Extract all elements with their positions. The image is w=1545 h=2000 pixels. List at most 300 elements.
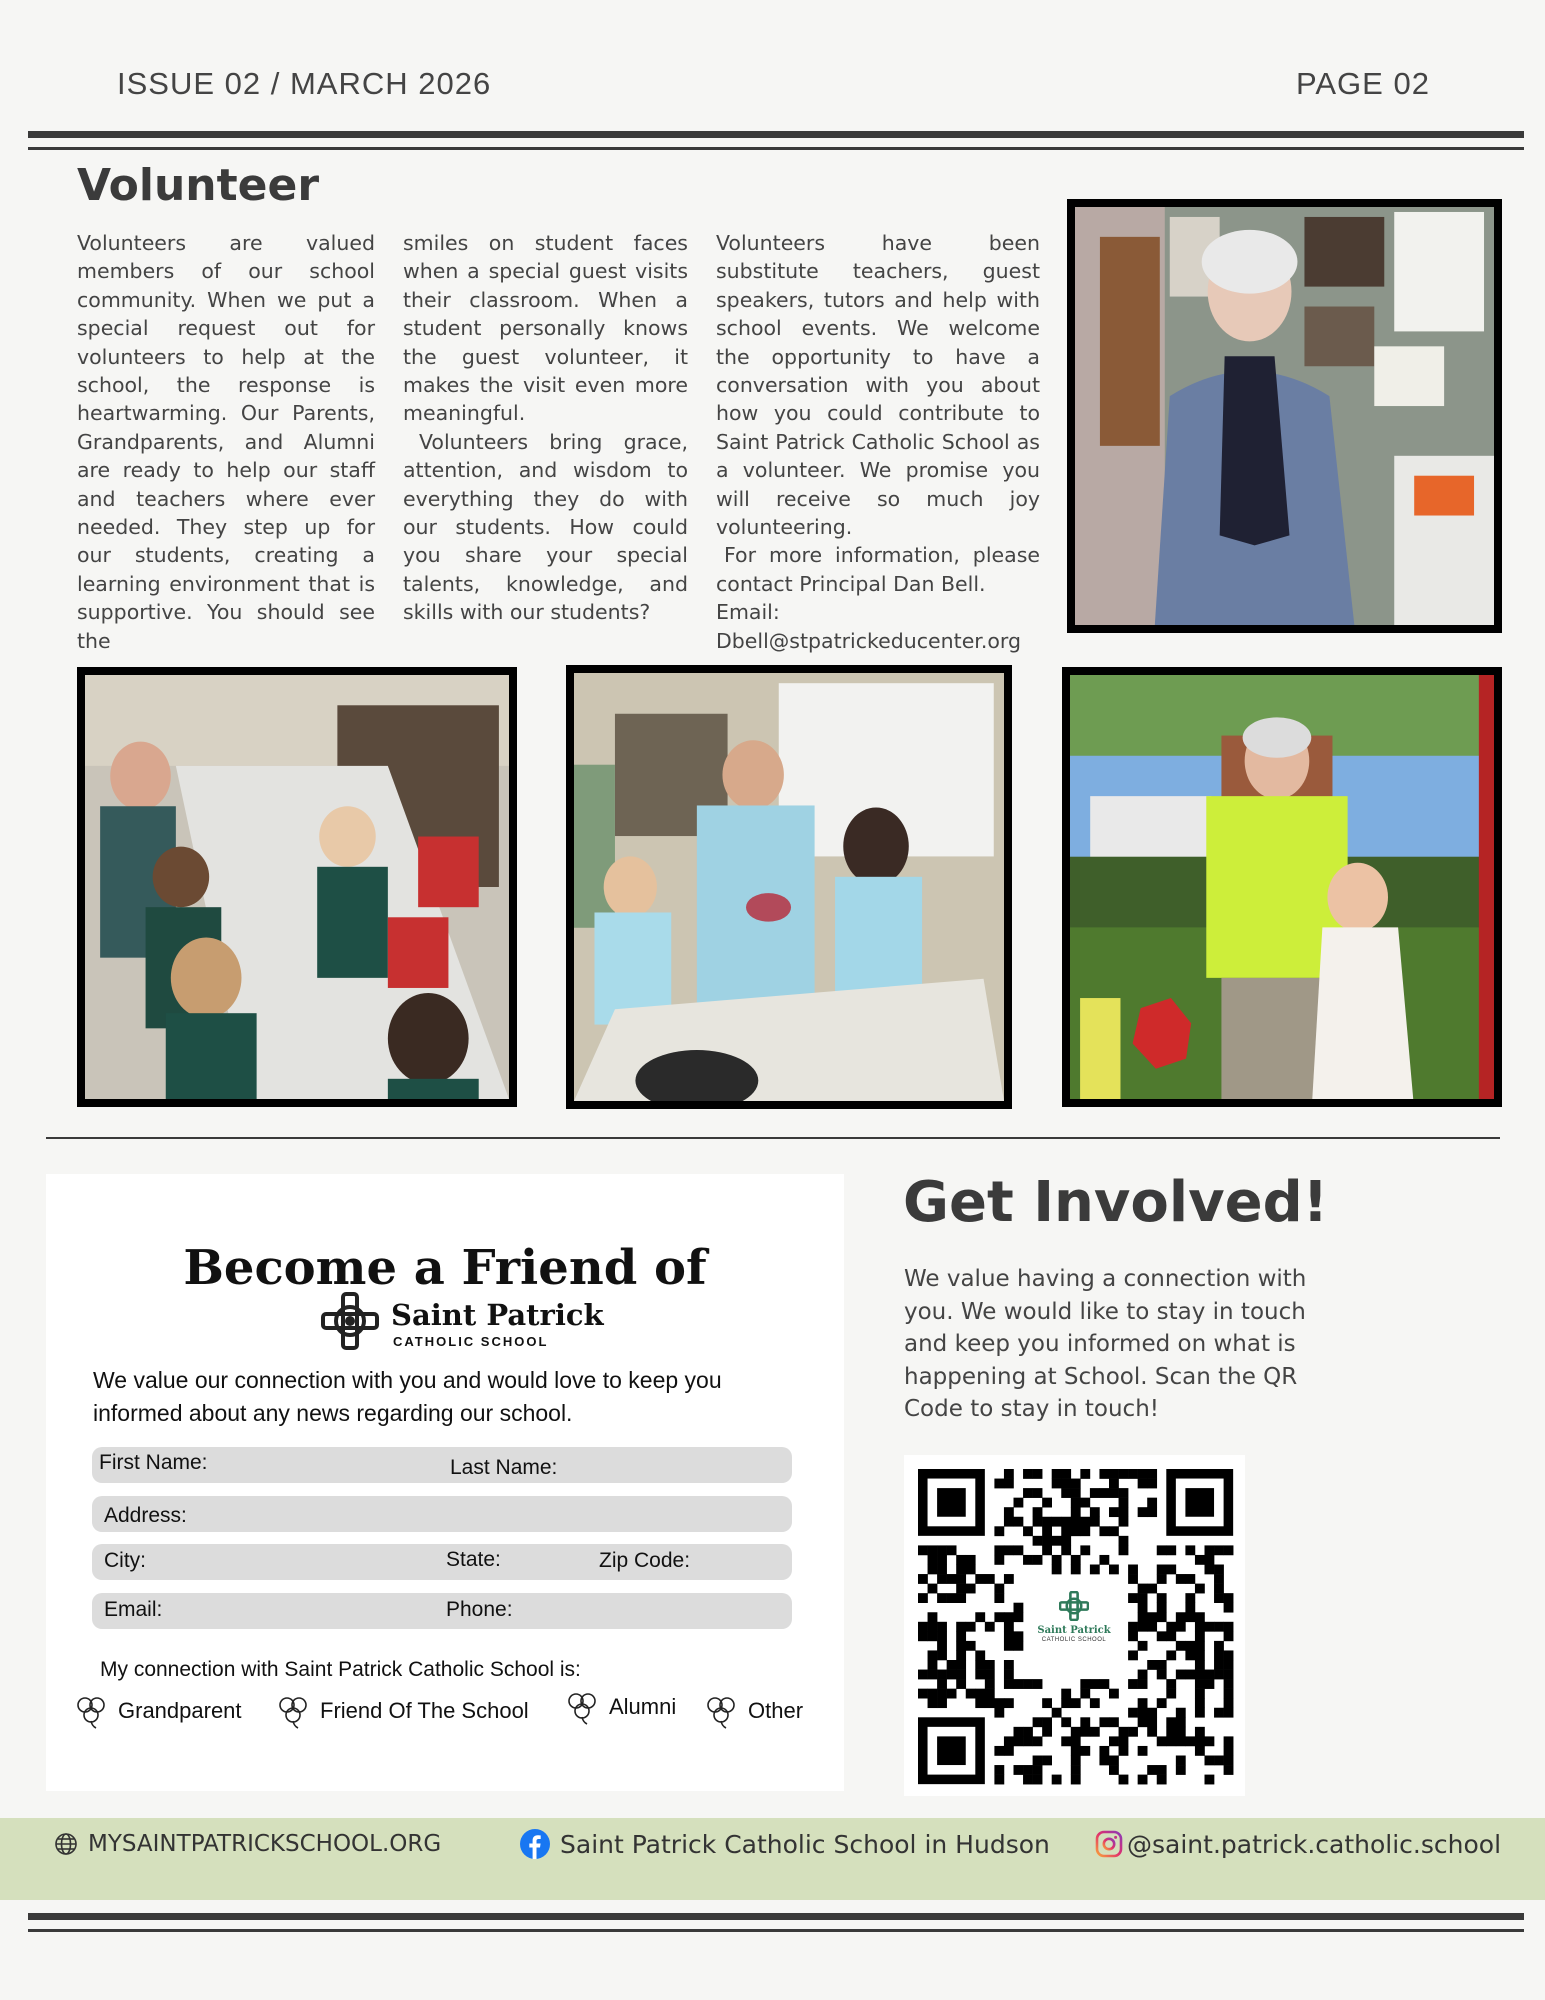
qr-module [1138,1670,1148,1680]
qr-module [1214,1593,1224,1603]
zip-label: Zip Code: [599,1549,691,1572]
contact-email[interactable]: Dbell@stpatrickeducenter.org [716,628,1021,653]
qr-module [1014,1765,1024,1775]
qr-module [1138,1622,1148,1632]
qr-module [1099,1679,1109,1689]
qr-module [918,1593,928,1603]
friend-form-intro: We value our connection with you and would love to keep you informed about any news regarding our school. [93,1367,722,1426]
qr-module [975,1574,985,1584]
qr-module [975,1660,985,1670]
qr-module [1205,1555,1215,1565]
logo-school-subtitle: CATHOLIC SCHOOL [393,1334,549,1349]
instagram-text: @saint.patrick.catholic.school [1127,1829,1502,1859]
qr-module [1033,1679,1043,1689]
qr-module [1195,1622,1205,1632]
qr-module [966,1565,976,1575]
qr-module [956,1593,966,1603]
qr-module [928,1584,938,1594]
qr-module [1214,1584,1224,1594]
qr-module [1099,1717,1109,1727]
qr-module [1090,1727,1100,1737]
qr-module [994,1555,1004,1565]
qr-module [1119,1469,1129,1479]
qr-module [1185,1650,1195,1660]
email-phone-field[interactable] [92,1593,792,1629]
qr-module [956,1641,966,1651]
qr-module [1185,1670,1195,1680]
qr-module [1185,1603,1195,1613]
qr-module [947,1593,957,1603]
qr-module [1138,1612,1148,1622]
qr-module [928,1545,938,1555]
qr-module [1071,1746,1081,1756]
article-text: Volunteers are valued members of our school community. When we put a special request out for volunteers to help at the school, the response is heartwarming. Our Parents, Grandparents, and Alumni are ready to help our staff and teachers where ever needed. They step up for our students, creating a learning environment that is supportive. You should see the [77,231,375,653]
qr-module [1224,1746,1234,1756]
qr-module [1052,1536,1062,1546]
qr-module [1166,1717,1176,1727]
qr-module [1109,1488,1119,1498]
qr-module [1128,1622,1138,1632]
page-number: PAGE 02 [1296,66,1430,101]
qr-module [1119,1536,1129,1546]
qr-module [1128,1727,1138,1737]
qr-module [1023,1765,1033,1775]
qr-module [1195,1660,1205,1670]
qr-module [1157,1631,1167,1641]
qr-module [1214,1756,1224,1766]
qr-module [1224,1756,1234,1766]
article-text: Volunteers have been substitute teachers, guest speakers, tutors and help with school events. We welcome the opportunity to have a conversation with you about how you could contribute to Saint Patrick Catholic School as a volunteer. We promise you will receive so much joy volunteering. [716,231,1040,540]
qr-module [1109,1507,1119,1517]
state-label: State: [446,1548,501,1571]
friend-form-card [46,1174,844,1791]
qr-module [928,1660,938,1670]
qr-module [956,1565,966,1575]
qr-module [985,1670,995,1680]
qr-module [1004,1660,1014,1670]
qr-module [1090,1507,1100,1517]
qr-module [1128,1593,1138,1603]
qr-module [956,1555,966,1565]
qr-module [1061,1517,1071,1527]
header-rule-thick [28,131,1524,138]
qr-module [1023,1526,1033,1536]
qr-module [1004,1507,1014,1517]
qr-module [1224,1650,1234,1660]
qr-module [1023,1488,1033,1498]
header-rule-thin [28,147,1524,150]
qr-module [1023,1679,1033,1689]
qr-module [1157,1775,1167,1785]
qr-module [985,1698,995,1708]
qr-module [1042,1526,1052,1536]
qr-module [1195,1612,1205,1622]
qr-module [1052,1517,1062,1527]
qr-logo-name: Saint Patrick [1037,1625,1111,1636]
qr-module [1109,1717,1119,1727]
qr-module [928,1650,938,1660]
qr-module [1042,1498,1052,1508]
qr-module [1166,1650,1176,1660]
qr-module [1071,1498,1081,1508]
qr-code[interactable] [904,1455,1245,1796]
qr-module [1061,1689,1071,1699]
qr-module [928,1689,938,1699]
qr-module [1205,1679,1215,1689]
qr-module [1185,1736,1195,1746]
qr-module [947,1660,957,1670]
qr-module [1080,1526,1090,1536]
qr-module [1080,1679,1090,1689]
qr-module [1071,1765,1081,1775]
qr-module [985,1689,995,1699]
qr-module [1224,1698,1234,1708]
qr-module [956,1679,966,1689]
qr-module [1157,1660,1167,1670]
qr-module [1224,1593,1234,1603]
qr-module [1224,1765,1234,1775]
qr-module [985,1622,995,1632]
qr-module [1195,1698,1205,1708]
qr-module [1138,1698,1148,1708]
qr-module [994,1479,1004,1489]
qr-module [1157,1612,1167,1622]
get-involved-heading: Get Involved! [903,1170,1329,1235]
photo-crossing-guard [1062,667,1502,1107]
qr-module [1224,1631,1234,1641]
qr-module [1138,1708,1148,1718]
qr-module [1214,1650,1224,1660]
qr-module [1138,1717,1148,1727]
qr-module [1023,1736,1033,1746]
qr-module [1138,1679,1148,1689]
qr-module [1128,1679,1138,1689]
qr-module [966,1641,976,1651]
qr-module [1042,1727,1052,1737]
qr-module [1052,1565,1062,1575]
qr-module [994,1775,1004,1785]
qr-module [937,1670,947,1680]
qr-module [1166,1631,1176,1641]
qr-module [1138,1507,1148,1517]
qr-module [1109,1479,1119,1489]
qr-module [1042,1698,1052,1708]
qr-module [1205,1775,1215,1785]
qr-module [947,1574,957,1584]
qr-module [1138,1584,1148,1594]
qr-module [956,1650,966,1660]
qr-module [1090,1517,1100,1527]
qr-module [1185,1574,1195,1584]
qr-module [1119,1775,1129,1785]
qr-module [1128,1469,1138,1479]
photo-science-dissection [566,665,1012,1109]
qr-module [1176,1765,1186,1775]
option-alumni[interactable] [565,1687,676,1727]
qr-module [1042,1536,1052,1546]
qr-module [1147,1765,1157,1775]
qr-module [937,1574,947,1584]
qr-module [985,1574,995,1584]
qr-module [1157,1593,1167,1603]
phone-label: Phone: [446,1598,513,1621]
qr-module [937,1689,947,1699]
qr-module [1205,1622,1215,1632]
qr-module [1195,1746,1205,1756]
qr-module [1195,1641,1205,1651]
option-friend[interactable] [276,1691,529,1731]
school-logo [321,1292,604,1352]
qr-module [1138,1593,1148,1603]
qr-module [1147,1507,1157,1517]
qr-module [1071,1736,1081,1746]
qr-module [1128,1574,1138,1584]
address-label: Address: [104,1504,187,1527]
city-label: City: [104,1549,146,1572]
qr-module [1166,1679,1176,1689]
qr-module [1119,1517,1129,1527]
option-grandparent[interactable] [74,1691,242,1731]
qr-module [994,1765,1004,1775]
qr-logo-subtitle: CATHOLIC SCHOOL [1041,1637,1107,1643]
qr-module [1033,1555,1043,1565]
qr-module [1090,1488,1100,1498]
qr-module [1205,1756,1215,1766]
qr-module [1224,1689,1234,1699]
qr-module [1061,1479,1071,1489]
qr-module [1185,1593,1195,1603]
qr-module [918,1574,928,1584]
qr-module [1119,1507,1129,1517]
qr-module [1138,1469,1148,1479]
qr-module [1071,1555,1081,1565]
qr-module [1099,1746,1109,1756]
qr-module [1214,1641,1224,1651]
qr-module [1109,1565,1119,1575]
qr-module [1071,1756,1081,1766]
qr-module [1052,1555,1062,1565]
qr-module [1071,1507,1081,1517]
qr-module [1138,1641,1148,1651]
qr-module [994,1526,1004,1536]
option-other[interactable] [704,1691,803,1731]
qr-module [1061,1698,1071,1708]
qr-module [1109,1526,1119,1536]
qr-module [966,1689,976,1699]
article-text: For more information, please contact Principal Dan Bell. [716,543,1040,596]
qr-module [1185,1612,1195,1622]
qr-module [1052,1479,1062,1489]
qr-module [1176,1612,1186,1622]
qr-module [1014,1612,1024,1622]
qr-module [918,1689,928,1699]
qr-module [1042,1756,1052,1766]
qr-module [1061,1736,1071,1746]
qr-module [1033,1507,1043,1517]
qr-module [937,1545,947,1555]
qr-module [994,1593,1004,1603]
qr-module [1166,1736,1176,1746]
qr-module [928,1622,938,1632]
qr-module [1176,1708,1186,1718]
qr-module [1109,1689,1119,1699]
qr-module [1004,1622,1014,1632]
qr-module [1224,1545,1234,1555]
qr-module [1023,1727,1033,1737]
qr-module [1224,1679,1234,1689]
qr-module [1052,1775,1062,1785]
qr-module [1061,1488,1071,1498]
qr-module [1147,1498,1157,1508]
qr-module [1195,1679,1205,1689]
qr-module [1214,1660,1224,1670]
qr-module [1185,1641,1195,1651]
qr-module [928,1631,938,1641]
qr-module [1071,1526,1081,1536]
instagram-icon [1095,1830,1123,1858]
qr-module [1071,1775,1081,1785]
address-field[interactable] [92,1496,792,1532]
instagram-link[interactable] [1095,1826,1501,1862]
connection-label: My connection with Saint Patrick Catholic School is: [100,1658,581,1681]
qr-module [1033,1736,1043,1746]
option-label: Friend Of The School [320,1698,529,1723]
qr-module [1090,1679,1100,1689]
qr-module [937,1555,947,1565]
qr-module [1033,1517,1043,1527]
qr-module [975,1670,985,1680]
qr-module [1042,1545,1052,1555]
qr-module [1214,1574,1224,1584]
qr-module [1205,1736,1215,1746]
qr-module [1157,1765,1167,1775]
qr-module [1195,1650,1205,1660]
globe-icon [54,1832,78,1856]
qr-module [1004,1479,1014,1489]
qr-module [1004,1746,1014,1756]
qr-module [937,1631,947,1641]
qr-module [966,1622,976,1632]
option-label: Grandparent [118,1698,242,1723]
qr-module [1157,1574,1167,1584]
qr-module [1166,1545,1176,1555]
qr-module [1195,1631,1205,1641]
website-link[interactable] [54,1826,441,1862]
photo-classroom-reading [77,667,517,1107]
qr-module [1119,1727,1129,1737]
qr-module [1109,1756,1119,1766]
qr-module [1214,1622,1224,1632]
qr-module [1214,1708,1224,1718]
qr-module [1080,1498,1090,1508]
qr-module [1033,1756,1043,1766]
qr-module [1195,1708,1205,1718]
facebook-link[interactable] [520,1826,1050,1862]
qr-module [1176,1641,1186,1651]
qr-module [1214,1545,1224,1555]
qr-module [1138,1479,1148,1489]
qr-module [1014,1545,1024,1555]
qr-module [1138,1603,1148,1613]
qr-module [994,1698,1004,1708]
qr-module [956,1574,966,1584]
qr-module [1157,1698,1167,1708]
qr-module [1099,1756,1109,1766]
qr-module [1166,1727,1176,1737]
article-text: Volunteers bring grace, attention, and wisdom to everything they do with our students. How could you share your special talents, knowledge, and skills with our students? [403,429,688,625]
qr-module [1023,1469,1033,1479]
qr-module [956,1631,966,1641]
qr-module [956,1622,966,1632]
qr-module [928,1612,938,1622]
qr-module [1023,1555,1033,1565]
get-involved-text: We value having a connection with you. We would like to stay in touch and keep you informed on what is happening at School. Scan the QR Code to stay in touch! [904,1266,1307,1422]
qr-module [937,1593,947,1603]
qr-module [1004,1698,1014,1708]
qr-module [1033,1775,1043,1785]
qr-module [975,1612,985,1622]
footer-rule-thin [28,1929,1524,1932]
qr-module [1214,1670,1224,1680]
qr-module [1224,1660,1234,1670]
qr-module [947,1689,957,1699]
qr-module [1195,1736,1205,1746]
qr-finder [1185,1488,1214,1517]
qr-module [1080,1746,1090,1756]
qr-module [947,1670,957,1680]
qr-module [947,1545,957,1555]
qr-module [937,1641,947,1651]
qr-module [994,1584,1004,1594]
shamrock-icon [74,1693,108,1729]
qr-module [937,1679,947,1689]
qr-module [1224,1603,1234,1613]
qr-module [1071,1517,1081,1527]
qr-module [1099,1469,1109,1479]
qr-module [1147,1708,1157,1718]
qr-module [1071,1479,1081,1489]
qr-module [1147,1717,1157,1727]
qr-module [956,1584,966,1594]
qr-module [1147,1469,1157,1479]
qr-module [966,1555,976,1565]
qr-module [1128,1565,1138,1575]
qr-module [1023,1775,1033,1785]
friend-form-title: Become a Friend of [183,1240,707,1296]
qr-module [994,1746,1004,1756]
volunteer-heading: Volunteer [77,160,320,211]
qr-module [1214,1565,1224,1575]
qr-module [928,1698,938,1708]
article-column-2 [403,229,688,627]
qr-module [1061,1545,1071,1555]
qr-module [1004,1612,1014,1622]
qr-module [1004,1545,1014,1555]
qr-module [1090,1698,1100,1708]
qr-module [1004,1574,1014,1584]
qr-module [1119,1746,1129,1756]
qr-module [1195,1670,1205,1680]
qr-module [937,1698,947,1708]
qr-module [1080,1727,1090,1737]
last-name-label: Last Name: [450,1456,558,1479]
facebook-icon [520,1829,550,1859]
logo-school-name: Saint Patrick [391,1298,604,1332]
qr-module [994,1612,1004,1622]
qr-module [1166,1689,1176,1699]
qr-module [1147,1479,1157,1489]
qr-module [918,1622,928,1632]
